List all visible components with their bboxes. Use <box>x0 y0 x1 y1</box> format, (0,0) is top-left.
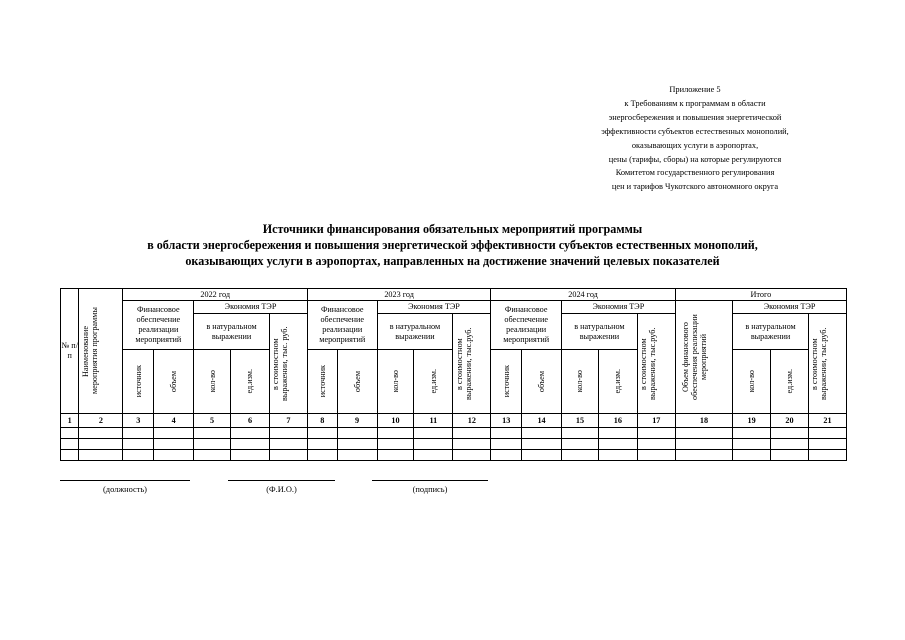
header-name: Наименование мероприятия программы <box>79 289 123 414</box>
column-number: 1 <box>61 414 79 428</box>
appendix-line: оказывающих услуги в аэропортах, <box>631 140 759 150</box>
header-cost: в стоимостном выражении, тыс. руб. <box>269 314 307 414</box>
table-row <box>61 439 847 450</box>
column-number: 10 <box>377 414 414 428</box>
header-natural: в натуральном выражении <box>562 314 638 350</box>
header-number: № п/п <box>61 289 79 414</box>
header-total-financing: Объем финансового обеспечения реализации мероприятий <box>675 301 732 414</box>
column-number: 13 <box>491 414 522 428</box>
header-financing: Финансовое обеспечение реализации мероприятий <box>491 301 562 350</box>
header-quantity: кол-во <box>733 350 771 414</box>
column-number: 11 <box>414 414 453 428</box>
column-number: 21 <box>808 414 846 428</box>
header-unit: ед.изм. <box>771 350 809 414</box>
table-row <box>61 428 847 439</box>
appendix-line: Приложение 5 <box>669 85 721 94</box>
appendix-line: цены (тарифы, сборы) на которые регулируются <box>608 154 782 164</box>
appendix-line: Комитетом государственного регулирования <box>615 168 775 178</box>
header-unit: ед.изм. <box>231 350 270 414</box>
column-number-row <box>61 414 847 428</box>
column-number: 7 <box>269 414 307 428</box>
header-quantity: кол-во <box>194 350 231 414</box>
header-quantity: кол-во <box>562 350 599 414</box>
column-number: 3 <box>123 414 154 428</box>
header-financing: Финансовое обеспечение реализации мероприятий <box>123 301 194 350</box>
header-year-2024: 2024 год <box>491 289 675 301</box>
column-number: 5 <box>194 414 231 428</box>
document-title <box>0 221 905 269</box>
title-line: в области энергосбережения и повышения энергетической эффективности субъектов естественных монополий, <box>147 238 758 252</box>
header-year-2022: 2022 год <box>123 289 307 301</box>
header-unit: ед.изм. <box>598 350 637 414</box>
header-volume: объем <box>154 350 194 414</box>
column-number: 6 <box>231 414 270 428</box>
column-number: 20 <box>771 414 809 428</box>
appendix-line: эффективности субъектов естественных монополий, <box>601 126 789 136</box>
appendix-block <box>580 83 810 194</box>
header-financing: Финансовое обеспечение реализации мероприятий <box>307 301 377 350</box>
header-volume: объем <box>337 350 377 414</box>
header-source: источник <box>123 350 154 414</box>
header-natural: в натуральном выражении <box>733 314 809 350</box>
appendix-line: цен и тарифов Чукотского автономного округа <box>611 182 779 192</box>
header-cost: в стоимостном выражении, тыс.руб. <box>453 314 491 414</box>
signature-sign: (подпись) <box>372 480 488 499</box>
column-number: 14 <box>522 414 562 428</box>
signature-position: (должность) <box>60 480 190 499</box>
column-number: 15 <box>562 414 599 428</box>
header-savings: Экономия ТЭР <box>733 301 847 314</box>
column-number: 8 <box>307 414 337 428</box>
header-natural: в натуральном выражении <box>194 314 270 350</box>
header-quantity: кол-во <box>377 350 414 414</box>
title-line: оказывающих услуги в аэропортах, направленных на достижение значений целевых показателей <box>185 254 720 268</box>
header-cost: в стоимостном выражении, тыс.руб. <box>808 314 846 414</box>
column-number: 2 <box>79 414 123 428</box>
header-unit: ед.изм. <box>414 350 453 414</box>
column-number: 17 <box>637 414 675 428</box>
column-number: 19 <box>733 414 771 428</box>
header-natural: в натуральном выражении <box>377 314 453 350</box>
signature-name: (Ф.И.О.) <box>228 480 335 499</box>
financing-table <box>60 288 847 461</box>
header-cost: в стоимостном выражении, тыс.руб. <box>637 314 675 414</box>
header-savings: Экономия ТЭР <box>562 301 676 314</box>
title-line: Источники финансирования обязательных мероприятий программы <box>262 222 643 236</box>
header-savings: Экономия ТЭР <box>377 301 491 314</box>
appendix-line: энергосбережения и повышения энергетической <box>608 112 782 122</box>
header-total: Итого <box>675 289 846 301</box>
header-savings: Экономия ТЭР <box>194 301 308 314</box>
appendix-line: к Требованиям к программам в области <box>624 98 766 108</box>
header-source: источник <box>491 350 522 414</box>
column-number: 16 <box>598 414 637 428</box>
header-source: источник <box>307 350 337 414</box>
column-number: 9 <box>337 414 377 428</box>
column-number: 4 <box>154 414 194 428</box>
column-number: 18 <box>675 414 732 428</box>
column-number: 12 <box>453 414 491 428</box>
header-volume: объем <box>522 350 562 414</box>
table-row <box>61 450 847 461</box>
header-year-2023: 2023 год <box>307 289 490 301</box>
